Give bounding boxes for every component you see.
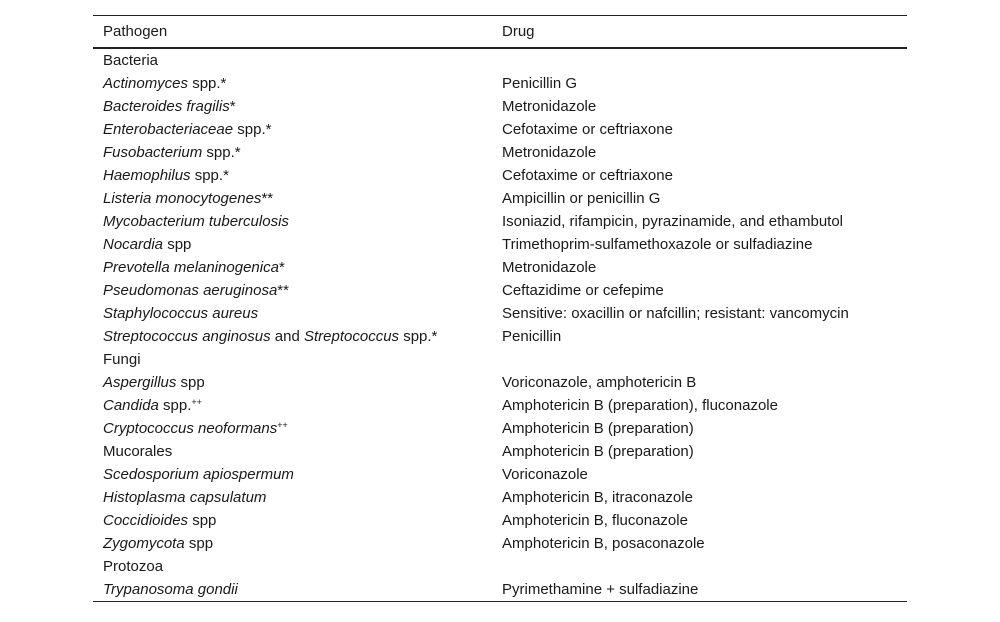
table-row [93,72,907,95]
table-row [93,440,907,463]
pathogen-cell [93,72,492,95]
pathogen-cell [93,578,492,602]
pathogen-cell [93,141,492,164]
pathogen-cell [93,164,492,187]
drug-cell: Metronidazole [502,144,597,161]
table-row [93,532,907,555]
pathogen-name-text: ** [261,190,274,207]
pathogen-name-text: * [229,98,236,115]
table-row [93,302,907,325]
pathogen-footnote-mark: ++ [277,420,288,430]
pathogen-name-text: spp [176,374,205,391]
drug-cell: Trimethoprim-sulfamethoxazole or sulfadiazine [502,236,813,253]
drug-cell: Voriconazole [502,466,588,483]
drug-cell: Amphotericin B (preparation), fluconazole [502,397,778,414]
pathogen-name-italic: Streptococcus anginosus [103,328,271,345]
pathogen-name-italic: Staphylococcus aureus [103,305,259,322]
table-row [93,118,907,141]
pathogen-name-text: spp.* [190,167,229,184]
pathogen-name-italic: Streptococcus [303,328,400,345]
drug-cell: Amphotericin B, itraconazole [502,489,693,506]
pathogen-name-italic: Scedosporium apiospermum [103,466,294,483]
pathogen-cell [93,95,492,118]
table-row [93,233,907,256]
pathogen-name-text: Mucorales [103,443,173,460]
pathogen-name-text: and [270,328,304,345]
table-row [93,578,907,602]
pathogen-name-italic: Pseudomonas aeruginosa [103,282,278,299]
pathogen-column-header: Pathogen [103,23,168,40]
drug-cell: Metronidazole [502,259,597,276]
pathogen-cell [93,486,492,509]
table-row [93,95,907,118]
pathogen-name-italic: Coccidioides [103,512,189,529]
pathogen-cell [93,187,492,210]
pathogen-name-italic: Actinomyces [103,75,189,92]
section-empty-cell [492,555,907,578]
table-row [93,256,907,279]
pathogen-cell [93,256,492,279]
pathogen-name-text: spp.* [202,144,241,161]
table-row [93,164,907,187]
pathogen-name-text: * [278,259,285,276]
pathogen-cell [93,118,492,141]
table-row [93,141,907,164]
pathogen-cell [93,325,492,348]
pathogen-drug-table [93,15,907,602]
pathogen-name-italic: Listeria monocytogenes [103,190,262,207]
section-empty-cell [492,48,907,72]
pathogen-cell [93,210,492,233]
pathogen-name-text: spp. [158,397,192,414]
table-row [93,417,907,440]
pathogen-name-text: ** [277,282,289,299]
drug-cell: Voriconazole, amphotericin B [502,374,697,391]
pathogen-name-italic: Haemophilus [103,167,191,184]
section-row [93,348,907,371]
section-row [93,48,907,72]
section-label: Protozoa [103,558,164,575]
section-label: Fungi [103,351,141,368]
pathogen-footnote-mark: ++ [191,397,202,407]
table-row [93,463,907,486]
pathogen-cell [93,532,492,555]
pathogen-cell [93,509,492,532]
table-row [93,394,907,417]
pathogen-cell [93,417,492,440]
pathogen-name-italic: Histoplasma capsulatum [103,489,267,506]
pathogen-cell [93,440,492,463]
pathogen-name-text: spp.* [233,121,272,138]
pathogen-cell [93,463,492,486]
section-row [93,555,907,578]
drug-column-header: Drug [502,23,535,40]
pathogen-name-italic: Mycobacterium tuberculosis [103,213,289,230]
drug-cell: Ceftazidime or cefepime [502,282,664,299]
section-empty-cell [492,348,907,371]
table-row [93,187,907,210]
pathogen-name-italic: Candida [103,397,159,414]
drug-cell: Amphotericin B, posaconazole [502,535,705,552]
pathogen-name-italic: Zygomycota [103,535,185,552]
drug-cell: Amphotericin B (preparation) [502,443,694,460]
pathogen-name-text: spp.* [399,328,438,345]
header-row [93,16,907,49]
pathogen-name-text: spp.* [188,75,227,92]
table-row [93,486,907,509]
table-row [93,210,907,233]
drug-cell: Cefotaxime or ceftriaxone [502,167,673,184]
drug-cell: Penicillin [502,328,562,345]
drug-cell: Isoniazid, rifampicin, pyrazinamide, and ethambutol [502,213,844,230]
table-row [93,279,907,302]
drug-cell: Amphotericin B, fluconazole [502,512,688,529]
drug-cell: Amphotericin B (preparation) [502,420,694,437]
pathogen-name-italic: Bacteroides fragilis [103,98,230,115]
section-label: Bacteria [103,52,159,69]
pathogen-name-text: spp [184,535,214,552]
drug-cell: Pyrimethamine + sulfadiazine [502,581,699,598]
pathogen-cell [93,233,492,256]
table-row [93,509,907,532]
drug-cell: Metronidazole [502,98,597,115]
pathogen-name-italic: Fusobacterium [103,144,203,161]
pathogen-name-italic: Trypanosoma gondii [103,581,238,598]
pathogen-name-italic: Cryptococcus neoformans [103,420,278,437]
pathogen-cell [93,279,492,302]
drug-cell: Cefotaxime or ceftriaxone [502,121,673,138]
pathogen-name-italic: Nocardia [103,236,164,253]
pathogen-name-italic: Aspergillus [103,374,177,391]
pathogen-cell [93,371,492,394]
pathogen-name-text: spp [163,236,192,253]
drug-cell: Sensitive: oxacillin or nafcillin; resistant: vancomycin [502,305,849,322]
drug-cell: Penicillin G [502,75,578,92]
pathogen-cell [93,302,492,325]
pathogen-cell [93,394,492,417]
table-body [93,48,907,602]
table-row [93,371,907,394]
pathogen-name-text: spp [188,512,217,529]
table-container [93,15,907,602]
table-row [93,325,907,348]
pathogen-name-italic: Prevotella melaninogenica [103,259,279,276]
drug-cell: Ampicillin or penicillin G [502,190,661,207]
pathogen-name-italic: Enterobacteriaceae [103,121,234,138]
